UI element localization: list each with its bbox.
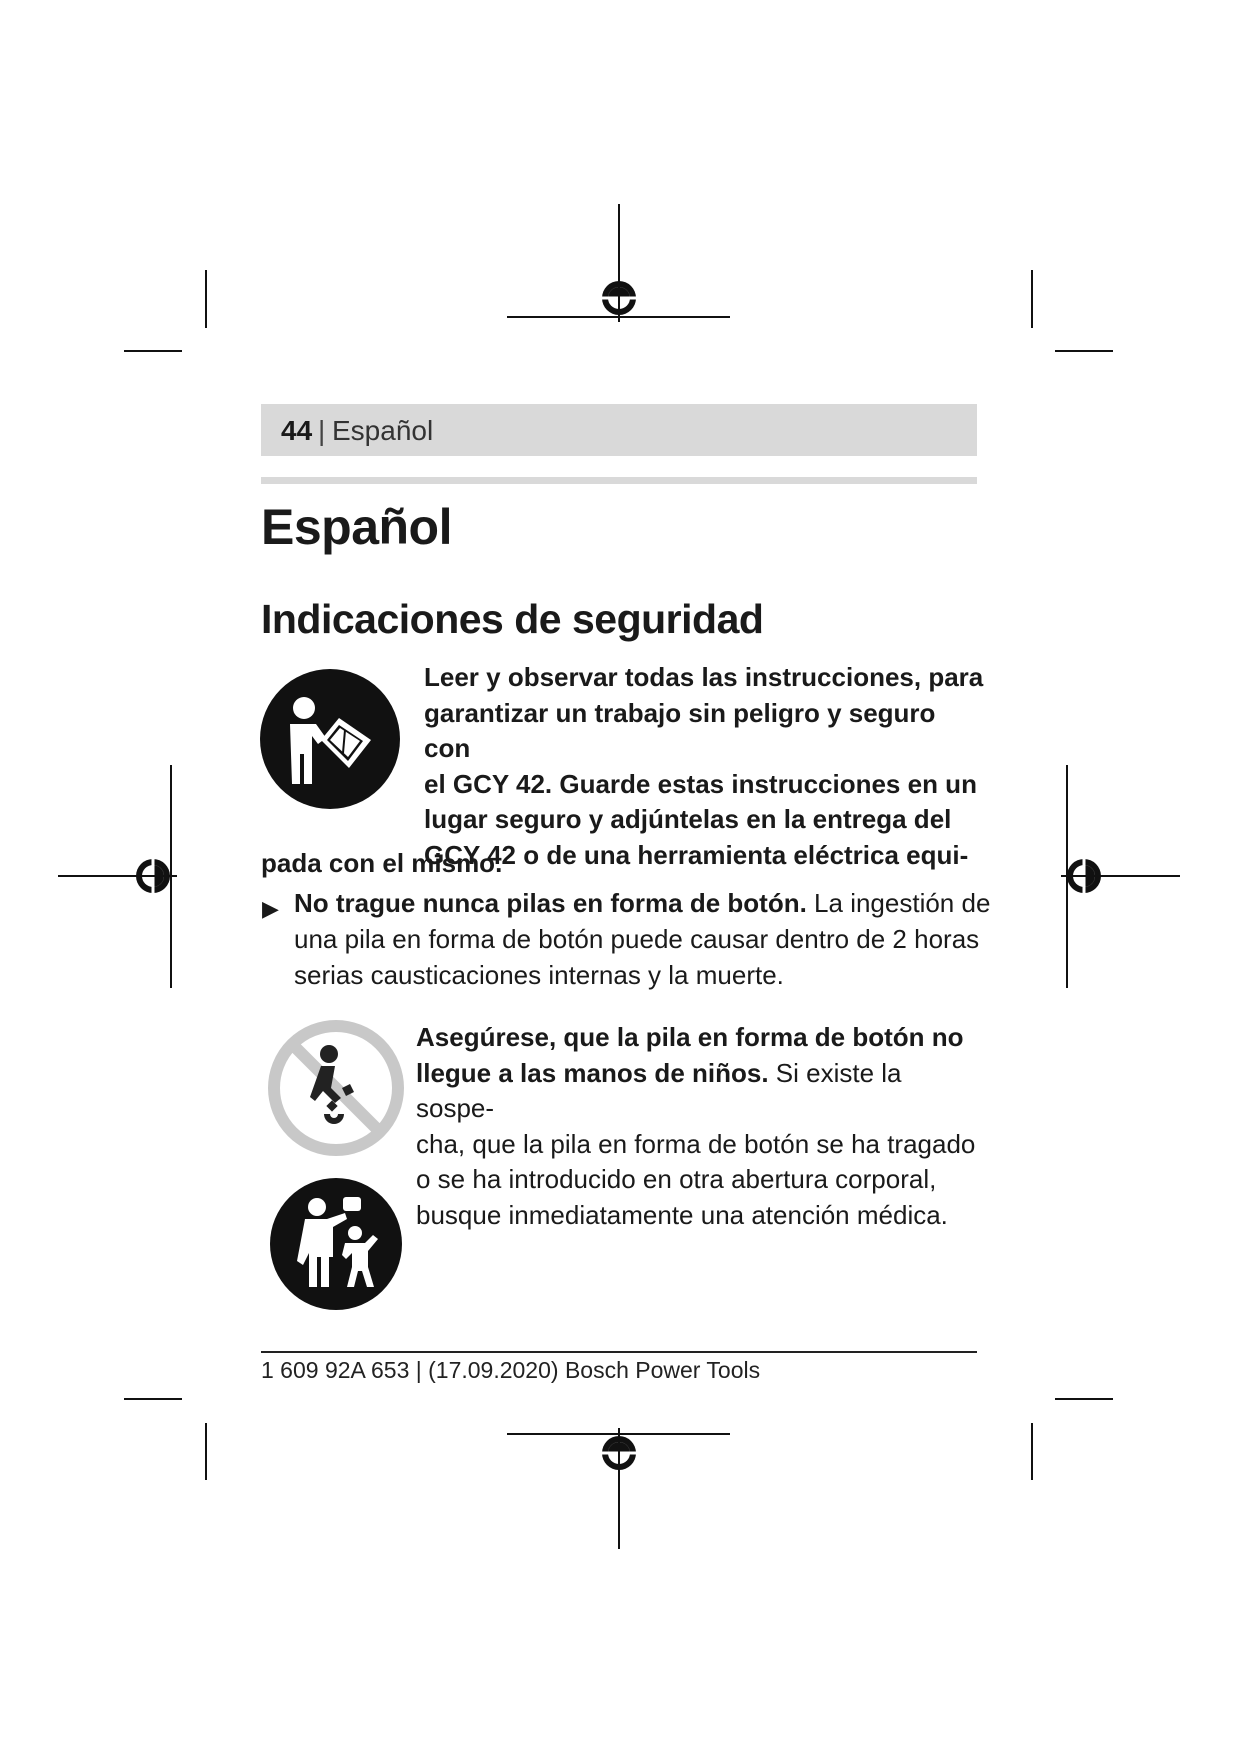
warning-bold: llegue a las manos de niños.: [416, 1057, 769, 1088]
warning-line: [416, 1056, 986, 1127]
intro-line: garantizar un trabajo sin peligro y seguro con: [424, 697, 936, 763]
footer-text: 1 609 92A 653 | (17.09.2020) Bosch Power Tools: [261, 1357, 761, 1383]
bullet-line: una pila en forma de botón puede causar dentro de 2 horas: [294, 924, 980, 954]
intro-paragraph: [424, 660, 984, 873]
bullet-bold: No trague nunca pilas en forma de botón.: [294, 888, 807, 918]
header-separator: |: [318, 415, 326, 446]
warning-line: Asegúrese, que la pila en forma de botón no: [416, 1022, 964, 1052]
warning-paragraph: [416, 1020, 986, 1233]
warning-text: Si existe la sospe-: [416, 1057, 902, 1123]
header-rule: [261, 477, 977, 484]
read-instructions-icon: [259, 668, 401, 810]
registration-mark-icon: [1061, 765, 1180, 988]
intro-line: Leer y observar todas las instrucciones, para: [424, 662, 984, 692]
intro-line: pada con el mismo.: [261, 848, 503, 878]
warning-line: cha, que la pila en forma de botón se ha tragado: [416, 1128, 976, 1159]
warning-line: busque inmediatamente una atención médica.: [416, 1199, 948, 1230]
bullet-marker-icon: ▶: [262, 896, 279, 921]
registration-mark-icon: [507, 1428, 730, 1549]
bullet-continuation: [294, 922, 984, 993]
intro-line: lugar seguro y adjúntelas en la entrega del: [424, 804, 952, 834]
page-number: 44: [281, 415, 313, 446]
intro-line: GCY 42 o de una herramienta eléctrica equi-: [424, 839, 969, 870]
no-children-icon: [266, 1018, 406, 1158]
header-language: Español: [332, 415, 434, 446]
warning-line: o se ha introducido en otra abertura corporal,: [416, 1164, 937, 1194]
footer-rule: [261, 1351, 977, 1353]
page-title: Español: [261, 499, 452, 555]
bullet-line: serias causticaciones internas y la muerte.: [294, 959, 784, 990]
bullet-line: [294, 886, 994, 922]
section-title: Indicaciones de seguridad: [261, 596, 764, 642]
intro-line: el GCY 42. Guarde estas instrucciones en un: [424, 768, 977, 799]
registration-mark-icon: [507, 204, 730, 322]
registration-mark-icon: [58, 765, 177, 988]
bullet-text: La ingestión de: [806, 888, 991, 918]
keep-away-from-children-icon: [269, 1177, 403, 1311]
